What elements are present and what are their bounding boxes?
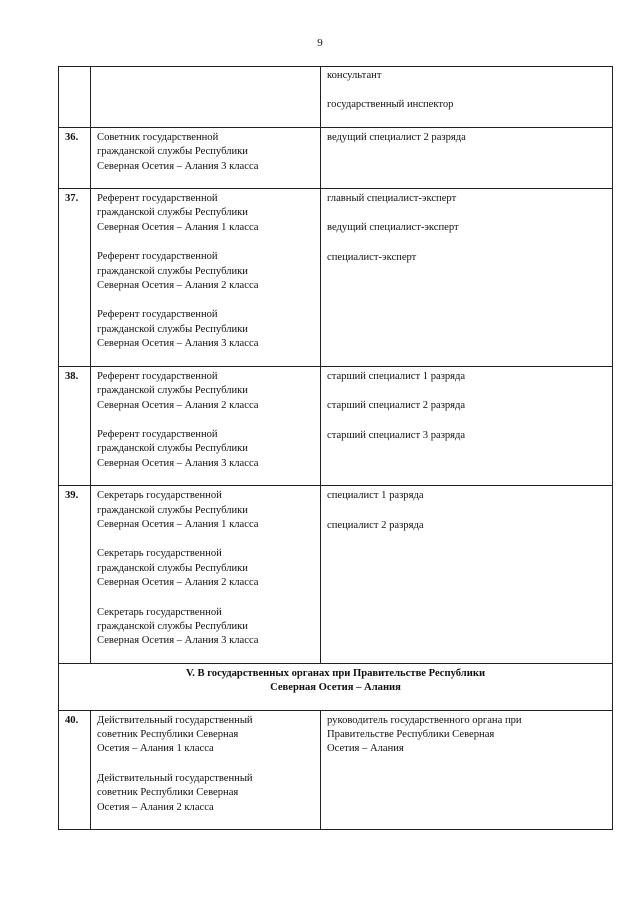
position-line: советник Республики Северная [97,729,239,740]
position-entry [97,606,314,649]
position-line: Референт государственной [97,428,218,440]
position-line: Северная Осетия – Алания 2 класса [97,577,259,589]
corresponding-position-line: Осетия – Алания [327,743,404,755]
position-line: Северная Осетия – Алания 1 класса [97,221,259,233]
table-row [59,67,613,128]
position-line: гражданской службы Республики [97,265,248,277]
position-entry [97,308,314,351]
section-heading-line: V. В государственных органах при Правительстве Республики [185,667,486,679]
page-number: 9 [317,37,323,49]
position-line: Референт государственной [97,251,218,263]
position-line: гражданской службы Республики [97,323,248,335]
table-row [59,710,613,829]
corresponding-position: старший специалист 3 разряда [327,429,466,441]
corresponding-position-line: руководитель государственного органа при [327,714,522,726]
position-line: Действительный государственный [97,714,253,726]
position-line: гражданской службы Республики [97,385,248,397]
position-line: Северная Осетия – Алания 3 класса [97,635,259,647]
row-number: 36. [59,127,91,188]
corresponding-position [327,714,606,757]
corresponding-position-cell [321,710,613,829]
position-cell [91,710,321,829]
position-line: гражданской службы Республики [97,443,248,455]
corresponding-position-cell [321,486,613,664]
position-line: Секретарь государственной [97,548,222,560]
corresponding-position: ведущий специалист-эксперт [327,222,459,234]
position-entry [97,370,314,413]
position-line: Действительный государственный [97,772,253,784]
position-entry [97,250,314,293]
position-entry [97,428,314,471]
position-line: Референт государственной [97,309,218,321]
row-number: 40. [59,710,91,829]
corresponding-position-cell [321,127,613,188]
row-number: 39. [59,486,91,664]
positions-table [58,66,613,830]
position-line: советник Республики Северная [97,787,239,799]
corresponding-position: старший специалист 1 разряда [327,370,466,382]
position-cell [91,67,321,128]
position-line: Северная Осетия – Алания 3 класса [97,160,259,172]
section-header-row [59,663,613,710]
position-entry [97,131,314,174]
table-row [59,366,613,485]
position-line: Советник государственной [97,131,219,143]
section-heading [59,663,613,710]
table-row [59,127,613,188]
corresponding-position: специалист 2 разряда [327,519,424,531]
corresponding-position: государственный инспектор [327,99,454,111]
position-line: Северная Осетия – Алания 3 класса [97,338,259,350]
position-line: Северная Осетия – Алания 2 класса [97,399,259,411]
corresponding-position: главный специалист-эксперт [327,193,457,205]
position-cell [91,127,321,188]
corresponding-position: ведущий специалист 2 разряда [327,131,466,143]
corresponding-position: специалист-эксперт [327,251,417,263]
position-line: гражданской службы Республики [97,504,248,516]
corresponding-position: старший специалист 2 разряда [327,400,466,412]
corresponding-position-cell [321,189,613,367]
position-cell [91,366,321,485]
position-line: гражданской службы Республики [97,620,248,632]
position-line: Осетия – Алания 1 класса [97,743,214,755]
corresponding-position: специалист 1 разряда [327,490,424,502]
position-line: гражданской службы Республики [97,207,248,219]
position-line: Северная Осетия – Алания 2 класса [97,280,259,292]
position-line: Секретарь государственной [97,606,222,618]
position-line: гражданской службы Республики [97,146,248,158]
corresponding-position: консультант [327,70,382,81]
row-number: 38. [59,366,91,485]
corresponding-position-cell [321,67,613,128]
position-entry [97,547,314,590]
corresponding-position-line: Правительстве Республики Северная [327,729,495,740]
position-entry [97,714,314,757]
position-line: Северная Осетия – Алания 1 класса [97,518,259,530]
row-number [59,67,91,128]
position-line: Осетия – Алания 2 класса [97,801,214,813]
position-line: Референт государственной [97,370,218,382]
position-entry [97,772,314,815]
position-entry [97,489,314,532]
position-line: гражданской службы Республики [97,562,248,574]
table-row [59,486,613,664]
row-number: 37. [59,189,91,367]
position-cell [91,189,321,367]
section-heading-line: Северная Осетия – Алания [270,682,401,694]
position-entry [97,192,314,235]
corresponding-position-cell [321,366,613,485]
position-cell [91,486,321,664]
position-line: Северная Осетия – Алания 3 класса [97,457,259,469]
position-line: Референт государственной [97,193,218,205]
position-line: Секретарь государственной [97,490,222,502]
table-row [59,189,613,367]
